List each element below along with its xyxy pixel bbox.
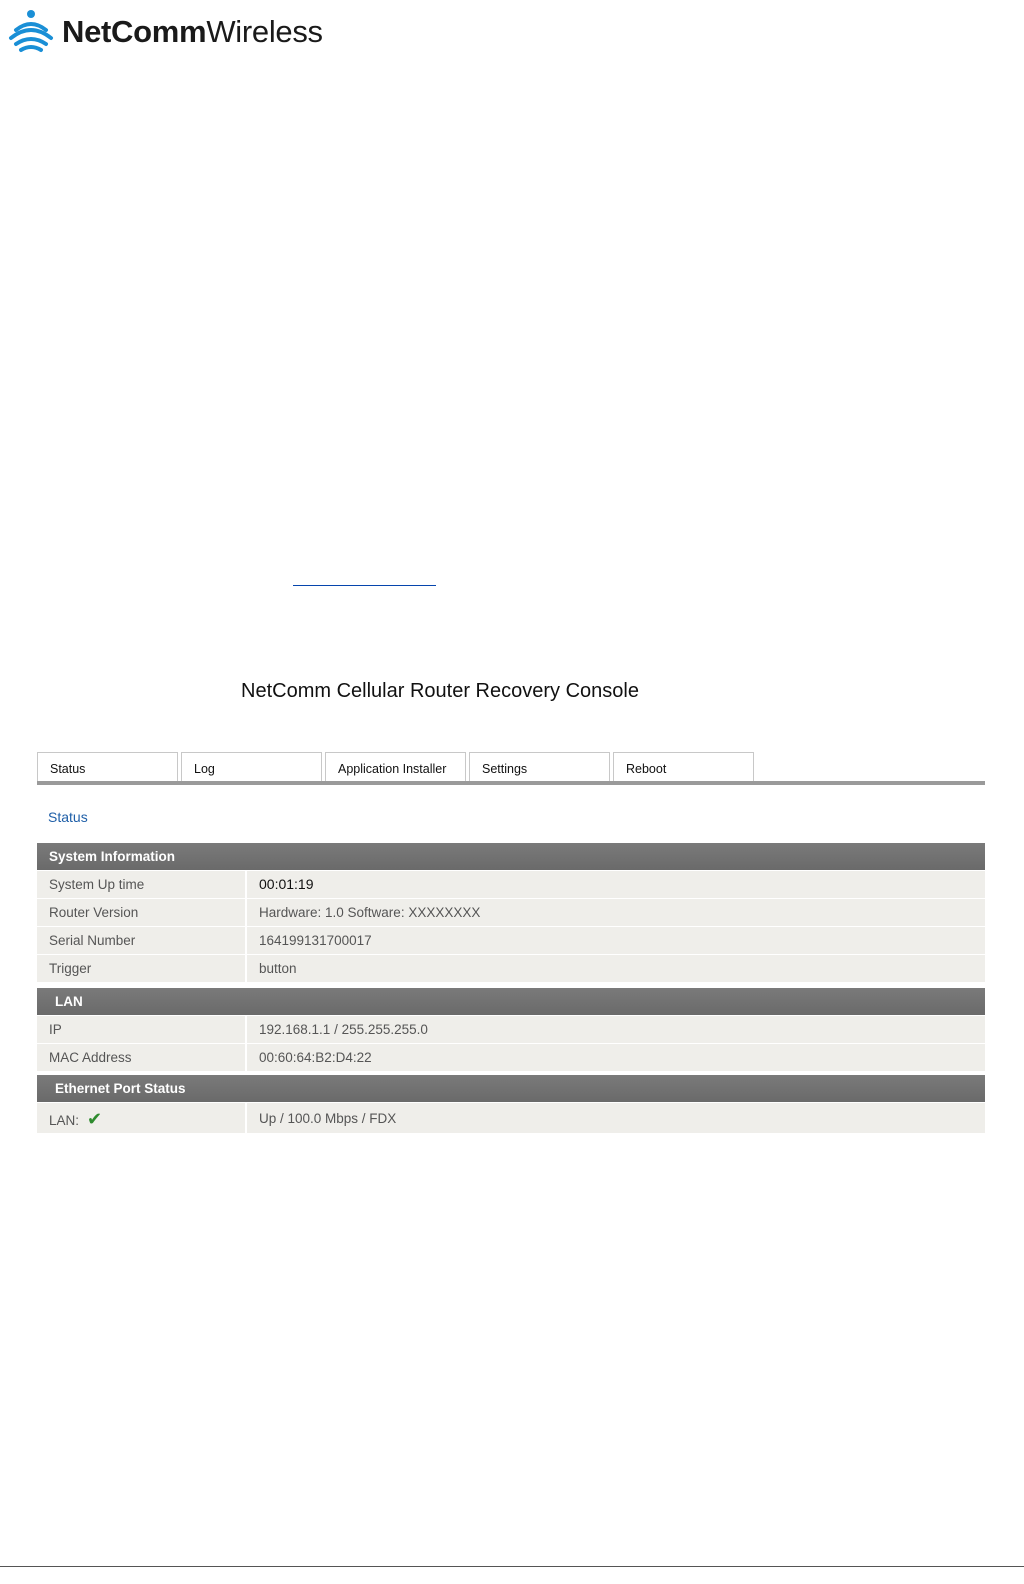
- row-value: Up / 100.0 Mbps / FDX: [247, 1103, 985, 1133]
- section-header-system-information: System Information: [37, 843, 985, 870]
- row-label-cell: [37, 1103, 245, 1133]
- lan-panel: [37, 988, 985, 1071]
- row-label: System Up time: [37, 871, 245, 898]
- logo-text: [62, 13, 323, 49]
- row-value: 00:60:64:B2:D4:22: [247, 1044, 985, 1071]
- console-title: NetComm Cellular Router Recovery Console: [241, 680, 639, 702]
- tab-status[interactable]: Status: [37, 752, 178, 781]
- table-row: [37, 898, 985, 926]
- table-row: [37, 1043, 985, 1071]
- row-label: IP: [37, 1016, 245, 1043]
- table-row: [37, 954, 985, 982]
- tab-reboot[interactable]: Reboot: [613, 752, 754, 781]
- netcomm-logo: [8, 6, 323, 56]
- row-label: MAC Address: [37, 1044, 245, 1071]
- table-row: [37, 926, 985, 954]
- row-value: 164199131700017: [247, 927, 985, 954]
- checkmark-icon: ✔: [87, 1109, 103, 1129]
- table-row: [37, 1015, 985, 1043]
- row-value: 00:01:19: [247, 871, 985, 898]
- table-row: [37, 1102, 985, 1133]
- tab-bar: [37, 752, 757, 782]
- breadcrumb: Status: [48, 809, 88, 825]
- link-underline: [293, 585, 436, 586]
- logo-brand-light: Wireless: [206, 13, 323, 49]
- tab-settings[interactable]: Settings: [469, 752, 610, 781]
- system-information-panel: [37, 843, 985, 982]
- row-label: Serial Number: [37, 927, 245, 954]
- page-footer-divider: [0, 1566, 1024, 1567]
- row-value: 192.168.1.1 / 255.255.255.0: [247, 1016, 985, 1043]
- row-label: Trigger: [37, 955, 245, 982]
- row-label: LAN:: [49, 1113, 80, 1128]
- row-label: Router Version: [37, 899, 245, 926]
- ethernet-port-status-panel: [37, 1075, 985, 1133]
- tab-application-installer[interactable]: Application Installer: [325, 752, 466, 781]
- tab-bar-divider: [37, 781, 985, 785]
- row-value: Hardware: 1.0 Software: XXXXXXXX: [247, 899, 985, 926]
- wifi-signal-icon: [8, 8, 54, 54]
- section-header-ethernet: Ethernet Port Status: [37, 1075, 985, 1102]
- section-header-lan: LAN: [37, 988, 985, 1015]
- tab-log[interactable]: Log: [181, 752, 322, 781]
- logo-brand-bold: NetComm: [62, 13, 207, 49]
- table-row: [37, 870, 985, 898]
- row-value: button: [247, 955, 985, 982]
